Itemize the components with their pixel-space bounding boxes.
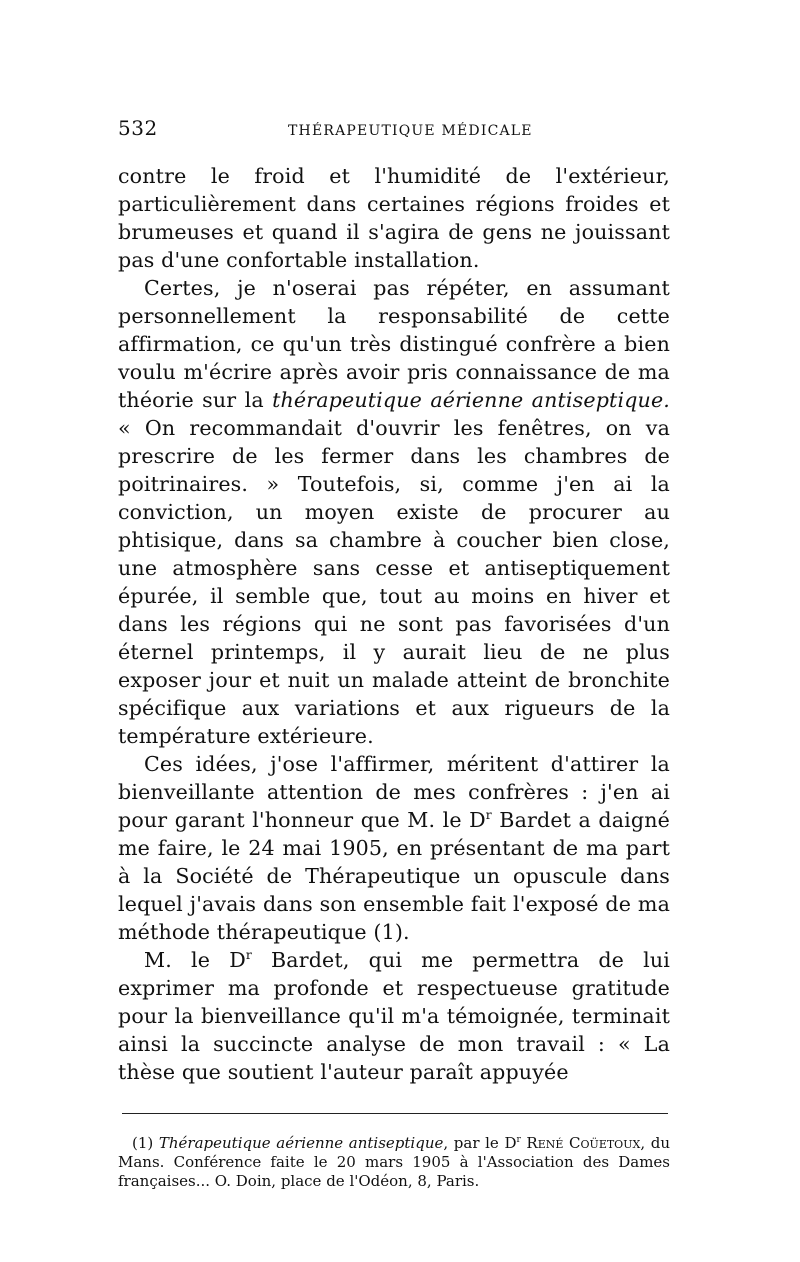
- footnote-divider: [122, 1113, 668, 1114]
- paragraph-3-superscript: r: [485, 808, 492, 823]
- paragraph-3-text-a: Ces idées, j'ose l'affirmer, méritent d'attirer la bienveillante attention de mes confrères : j'en ai pour garant l'honneur que M. le D: [118, 752, 670, 832]
- paragraph-4-text-a: M. le D: [144, 948, 246, 972]
- paragraph-1: contre le froid et l'humidité de l'extérieur, particulièrement dans certaines régions froides et brumeuses et quand il s'agira de gens ne jouissant pas d'une confortable installation.: [118, 164, 670, 272]
- footnote-text-b: , du Mans. Conférence faite le 20 mars 1905 à l'Association des Dames françaises... O. Doin, place de l'Odéon, 8, Paris.: [118, 1134, 670, 1190]
- paragraph-4: [118, 946, 670, 1086]
- footnote-text-a: , par le D: [443, 1134, 517, 1152]
- paragraph-3-text-b: Bardet a daigné me faire, le 24 mai 1905, en présentant de ma part à la Société de Thérapeutique un opuscule dans lequel j'avais dans son ensemble fait l'exposé de ma méthode thérapeutique (1).: [118, 808, 670, 944]
- footnote-title: Thérapeutique aérienne antiseptique: [158, 1134, 444, 1152]
- paragraph-3: [118, 750, 670, 946]
- footnote-marker: (1): [132, 1134, 159, 1152]
- footnote-superscript: r: [516, 1135, 521, 1145]
- paragraph-2-text-a: Certes, je n'oserai pas répéter, en assumant personnellement la responsabilité de cette affirmation, ce qu'un très distingué confrère a bien voulu m'écrire après avoir pris connaissance de ma théorie sur la: [118, 276, 670, 412]
- paragraph-2: [118, 274, 670, 750]
- page-number: 532: [118, 116, 158, 140]
- paragraph-4-text-b: Bardet, qui me permettra de lui exprimer ma profonde et respectueuse gratitude pour la bienveillance qu'il m'a témoignée, terminait ainsi la succincte analyse de mon travail : « La thèse que soutient l'auteur paraît appuyée: [118, 948, 670, 1084]
- paragraph-2-text-b: « On recommandait d'ouvrir les fenêtres, on va prescrire de les fermer dans les chambres de poitrinaires. » Toutefois, si, comme j'en ai la conviction, un moyen existe de procurer au phtisique, dans sa chambre à coucher bien close, une atmosphère sans cesse et antiseptiquement épurée, il semble que, tout au moins en hiver et dans les régions qui ne sont pas favorisées d'un éternel printemps, il y aurait lieu de ne plus exposer jour et nuit un malade atteint de bronchite spécifique aux variations et aux rigueurs de la température extérieure.: [118, 416, 670, 748]
- page-header: [118, 116, 670, 142]
- footnote: [118, 1134, 670, 1191]
- book-page: [118, 116, 670, 1191]
- footnote-author: René Coüetoux: [520, 1134, 641, 1152]
- paragraph-2-italic-title: thérapeutique aérienne antiseptique.: [272, 388, 670, 412]
- paragraph-4-superscript: r: [245, 948, 252, 963]
- running-title: THÉRAPEUTIQUE MÉDICALE: [288, 123, 533, 139]
- body-text: [118, 162, 670, 1086]
